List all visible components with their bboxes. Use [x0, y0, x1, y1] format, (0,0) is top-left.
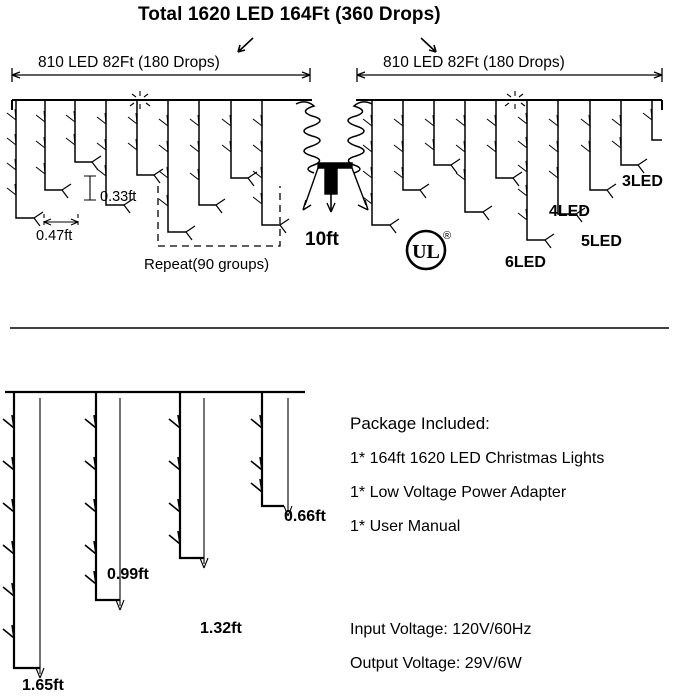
package-item-3: 1* User Manual: [350, 518, 461, 535]
diagram-title: Total 1620 LED 164Ft (360 Drops): [138, 4, 441, 25]
svg-text:UL: UL: [412, 241, 440, 263]
left-segment-label: 810 LED 82Ft (180 Drops): [38, 54, 220, 71]
section-divider: [0, 325, 679, 331]
drop-label-4led: 4LED: [549, 203, 590, 220]
ul-certification-icon: [405, 225, 451, 271]
drop-length-detail-diagram: [0, 378, 340, 698]
horizontal-spacing-label: 0.47ft: [36, 228, 73, 244]
repeat-groups-label: Repeat(90 groups): [144, 256, 270, 273]
vertical-spacing-label: 0.33ft: [100, 189, 137, 205]
drop-label-5led: 5LED: [581, 233, 622, 250]
drop-length-099: 0.99ft: [107, 566, 149, 583]
input-voltage-label: Input Voltage: 120V/60Hz: [350, 621, 532, 638]
drop-label-3led: 3LED: [622, 173, 663, 190]
package-item-2: 1* Low Voltage Power Adapter: [350, 484, 567, 501]
drop-length-132: 1.32ft: [200, 620, 242, 637]
icicle-light-string-diagram: [0, 0, 679, 330]
package-item-1: 1* 164ft 1620 LED Christmas Lights: [350, 450, 605, 467]
lead-length-label: 10ft: [305, 229, 339, 250]
output-voltage-label: Output Voltage: 29V/6W: [350, 655, 522, 672]
drop-length-066: 0.66ft: [284, 508, 326, 525]
drop-label-6led: 6LED: [505, 254, 546, 271]
drop-length-165: 1.65ft: [22, 677, 64, 694]
right-segment-label: 810 LED 82Ft (180 Drops): [383, 54, 565, 71]
package-heading: Package Included:: [350, 414, 490, 433]
svg-text:®: ®: [443, 230, 451, 242]
